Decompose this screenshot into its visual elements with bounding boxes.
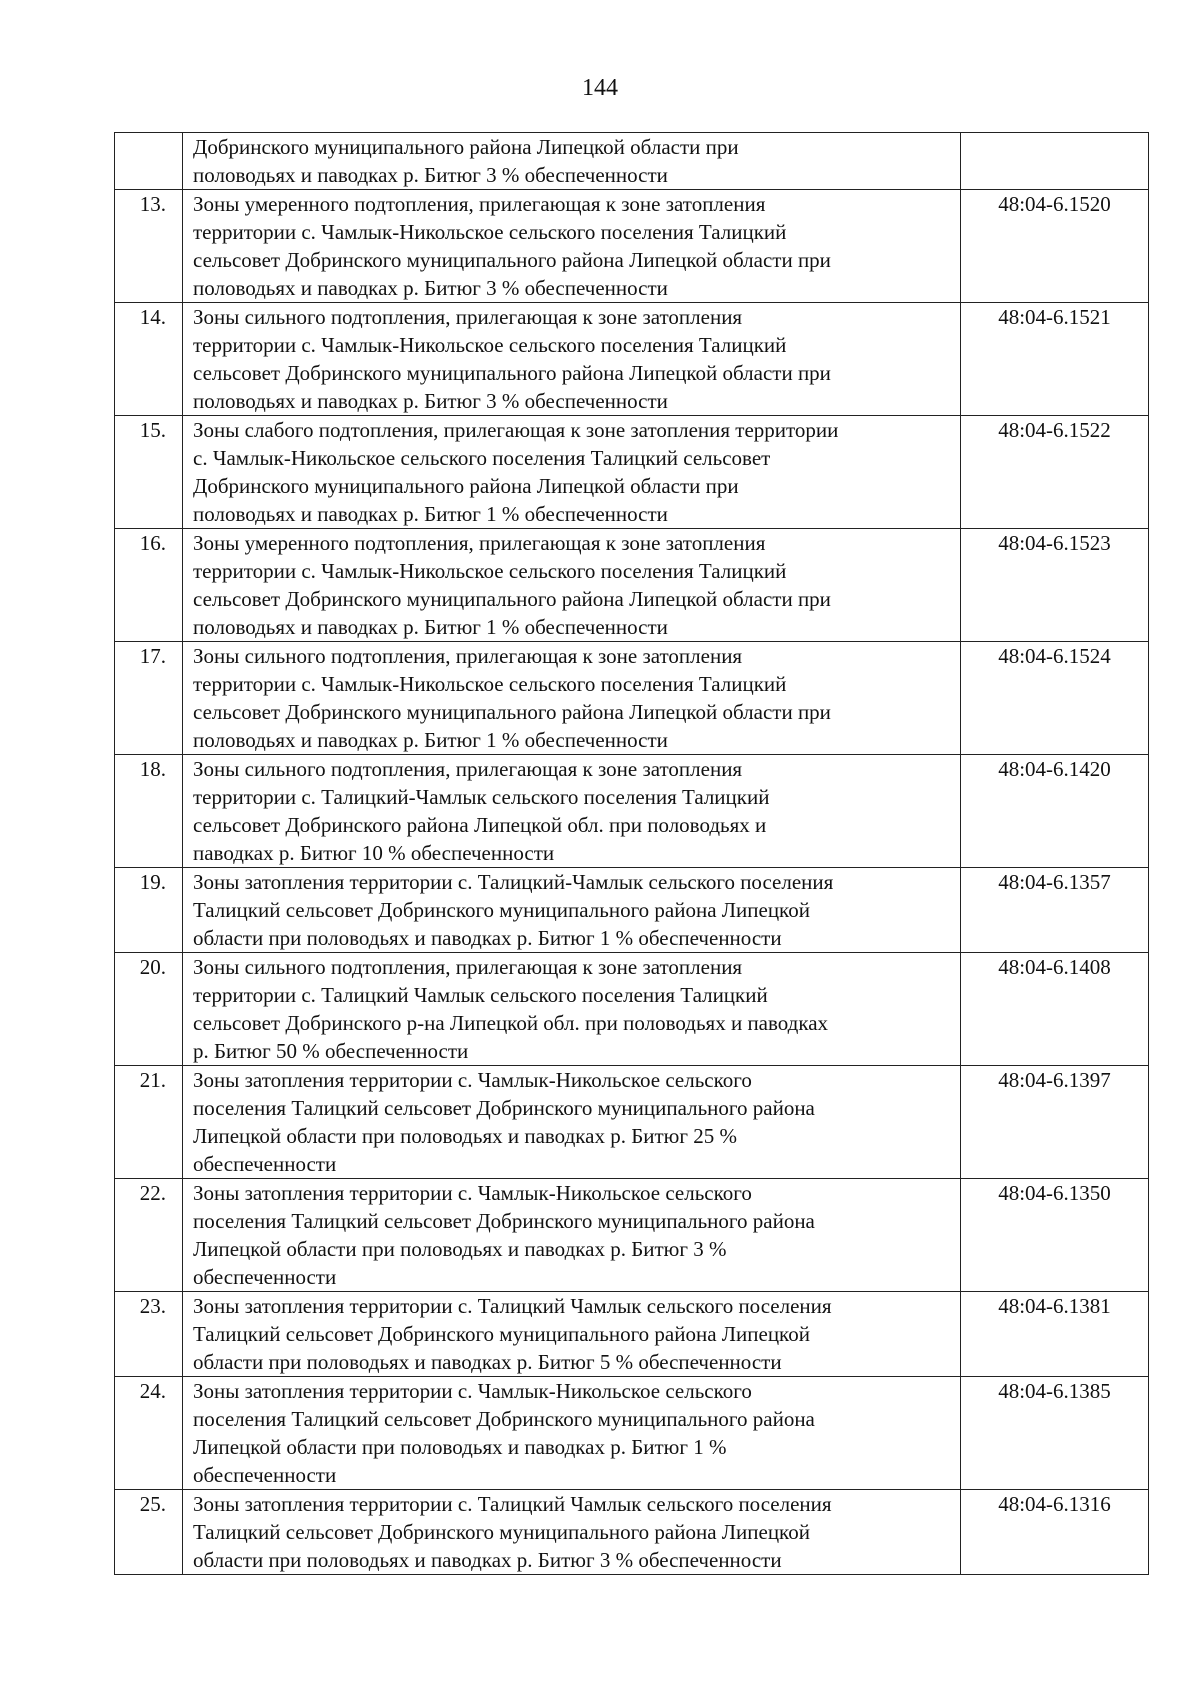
row-number	[115, 133, 183, 190]
zone-description	[183, 1292, 961, 1377]
table-row	[115, 1377, 1149, 1490]
registry-code: 48:04-6.1350	[961, 1179, 1149, 1292]
registry-code: 48:04-6.1381	[961, 1292, 1149, 1377]
description-line: Зоны затопления территории с. Талицкий-Чамлык сельского поселения	[193, 870, 834, 894]
row-number: 20.	[115, 953, 183, 1066]
table-row	[115, 1292, 1149, 1377]
row-number: 14.	[115, 303, 183, 416]
description-line: Зоны затопления территории с. Чамлык-Никольское сельского	[193, 1068, 752, 1092]
row-number: 16.	[115, 529, 183, 642]
description-line: Зоны слабого подтопления, прилегающая к зоне затопления территории	[193, 418, 839, 442]
description-line: обеспеченности	[193, 1152, 337, 1176]
zones-table	[114, 132, 1149, 1575]
description-line: территории с. Талицкий Чамлык сельского поселения Талицкий	[193, 983, 768, 1007]
registry-code	[961, 133, 1149, 190]
description-line: Талицкий сельсовет Добринского муниципального района Липецкой	[193, 898, 810, 922]
row-number: 15.	[115, 416, 183, 529]
description-line: области при половодьях и паводках р. Битюг 3 % обеспеченности	[193, 1548, 782, 1572]
description-line: Зоны сильного подтопления, прилегающая к зоне затопления	[193, 955, 743, 979]
description-line: сельсовет Добринского муниципального района Липецкой области при	[193, 361, 831, 385]
row-number: 24.	[115, 1377, 183, 1490]
registry-code: 48:04-6.1397	[961, 1066, 1149, 1179]
description-line: Липецкой области при половодьях и паводках р. Битюг 25 %	[193, 1124, 737, 1148]
zone-description	[183, 190, 961, 303]
description-line: сельсовет Добринского р-на Липецкой обл. при половодьях и паводках	[193, 1011, 829, 1035]
description-line: Зоны затопления территории с. Чамлык-Никольское сельского	[193, 1181, 752, 1205]
description-line: Талицкий сельсовет Добринского муниципального района Липецкой	[193, 1322, 810, 1346]
description-line: Добринского муниципального района Липецкой области при	[193, 135, 739, 159]
zone-description	[183, 529, 961, 642]
description-line: с. Чамлык-Никольское сельского поселения Талицкий сельсовет	[193, 446, 771, 470]
table-row	[115, 1066, 1149, 1179]
registry-code: 48:04-6.1357	[961, 868, 1149, 953]
description-line: половодьях и паводках р. Битюг 1 % обеспеченности	[193, 728, 668, 752]
row-number: 21.	[115, 1066, 183, 1179]
registry-code: 48:04-6.1420	[961, 755, 1149, 868]
description-line: Зоны сильного подтопления, прилегающая к зоне затопления	[193, 305, 743, 329]
description-line: обеспеченности	[193, 1265, 337, 1289]
description-line: сельсовет Добринского муниципального района Липецкой области при	[193, 700, 831, 724]
table-row	[115, 1490, 1149, 1575]
registry-code: 48:04-6.1408	[961, 953, 1149, 1066]
zone-description	[183, 868, 961, 953]
description-line: обеспеченности	[193, 1463, 337, 1487]
table-row	[115, 529, 1149, 642]
zone-description	[183, 755, 961, 868]
description-line: поселения Талицкий сельсовет Добринского муниципального района	[193, 1096, 815, 1120]
row-number: 18.	[115, 755, 183, 868]
zone-description	[183, 1377, 961, 1490]
description-line: территории с. Талицкий-Чамлык сельского поселения Талицкий	[193, 785, 770, 809]
description-line: Зоны сильного подтопления, прилегающая к зоне затопления	[193, 644, 743, 668]
zone-description	[183, 303, 961, 416]
description-line: Липецкой области при половодьях и паводках р. Битюг 3 %	[193, 1237, 727, 1261]
description-line: области при половодьях и паводках р. Битюг 5 % обеспеченности	[193, 1350, 782, 1374]
description-line: территории с. Чамлык-Никольское сельского поселения Талицкий	[193, 333, 787, 357]
table-row	[115, 303, 1149, 416]
description-line: территории с. Чамлык-Никольское сельского поселения Талицкий	[193, 672, 787, 696]
registry-code: 48:04-6.1521	[961, 303, 1149, 416]
registry-code: 48:04-6.1522	[961, 416, 1149, 529]
description-line: Зоны затопления территории с. Чамлык-Никольское сельского	[193, 1379, 752, 1403]
description-line: Липецкой области при половодьях и паводках р. Битюг 1 %	[193, 1435, 727, 1459]
description-line: Зоны умеренного подтопления, прилегающая к зоне затопления	[193, 531, 766, 555]
description-line: области при половодьях и паводках р. Битюг 1 % обеспеченности	[193, 926, 782, 950]
zone-description	[183, 953, 961, 1066]
description-line: половодьях и паводках р. Битюг 1 % обеспеченности	[193, 502, 668, 526]
table-row	[115, 642, 1149, 755]
registry-code: 48:04-6.1316	[961, 1490, 1149, 1575]
table-row	[115, 416, 1149, 529]
description-line: поселения Талицкий сельсовет Добринского муниципального района	[193, 1209, 815, 1233]
description-line: сельсовет Добринского муниципального района Липецкой области при	[193, 248, 831, 272]
table-row	[115, 190, 1149, 303]
page-number: 144	[582, 75, 618, 101]
description-line: Зоны затопления территории с. Талицкий Чамлык сельского поселения	[193, 1492, 832, 1516]
table-row	[115, 755, 1149, 868]
description-line: Зоны сильного подтопления, прилегающая к зоне затопления	[193, 757, 743, 781]
table-row	[115, 868, 1149, 953]
registry-code: 48:04-6.1524	[961, 642, 1149, 755]
description-line: р. Битюг 50 % обеспеченности	[193, 1039, 469, 1063]
description-line: половодьях и паводках р. Битюг 3 % обеспеченности	[193, 389, 668, 413]
row-number: 25.	[115, 1490, 183, 1575]
zone-description	[183, 1179, 961, 1292]
description-line: территории с. Чамлык-Никольское сельского поселения Талицкий	[193, 220, 787, 244]
description-line: половодьях и паводках р. Битюг 3 % обеспеченности	[193, 163, 668, 187]
table-row	[115, 1179, 1149, 1292]
table-row	[115, 953, 1149, 1066]
row-number: 19.	[115, 868, 183, 953]
registry-code: 48:04-6.1385	[961, 1377, 1149, 1490]
zone-description	[183, 133, 961, 190]
description-line: Зоны умеренного подтопления, прилегающая к зоне затопления	[193, 192, 766, 216]
zone-description	[183, 1490, 961, 1575]
description-line: паводках р. Битюг 10 % обеспеченности	[193, 841, 555, 865]
description-line: половодьях и паводках р. Битюг 3 % обеспеченности	[193, 276, 668, 300]
description-line: сельсовет Добринского муниципального района Липецкой области при	[193, 587, 831, 611]
zone-description	[183, 642, 961, 755]
row-number: 22.	[115, 1179, 183, 1292]
description-line: Талицкий сельсовет Добринского муниципального района Липецкой	[193, 1520, 810, 1544]
row-number: 17.	[115, 642, 183, 755]
table-body	[115, 133, 1149, 1575]
description-line: территории с. Чамлык-Никольское сельского поселения Талицкий	[193, 559, 787, 583]
description-line: Зоны затопления территории с. Талицкий Чамлык сельского поселения	[193, 1294, 832, 1318]
description-line: сельсовет Добринского района Липецкой обл. при половодьях и	[193, 813, 767, 837]
description-line: половодьях и паводках р. Битюг 1 % обеспеченности	[193, 615, 668, 639]
description-line: поселения Талицкий сельсовет Добринского муниципального района	[193, 1407, 815, 1431]
row-number: 23.	[115, 1292, 183, 1377]
zone-description	[183, 1066, 961, 1179]
description-line: Добринского муниципального района Липецкой области при	[193, 474, 739, 498]
registry-code: 48:04-6.1523	[961, 529, 1149, 642]
table-row	[115, 133, 1149, 190]
registry-code: 48:04-6.1520	[961, 190, 1149, 303]
zone-description	[183, 416, 961, 529]
row-number: 13.	[115, 190, 183, 303]
